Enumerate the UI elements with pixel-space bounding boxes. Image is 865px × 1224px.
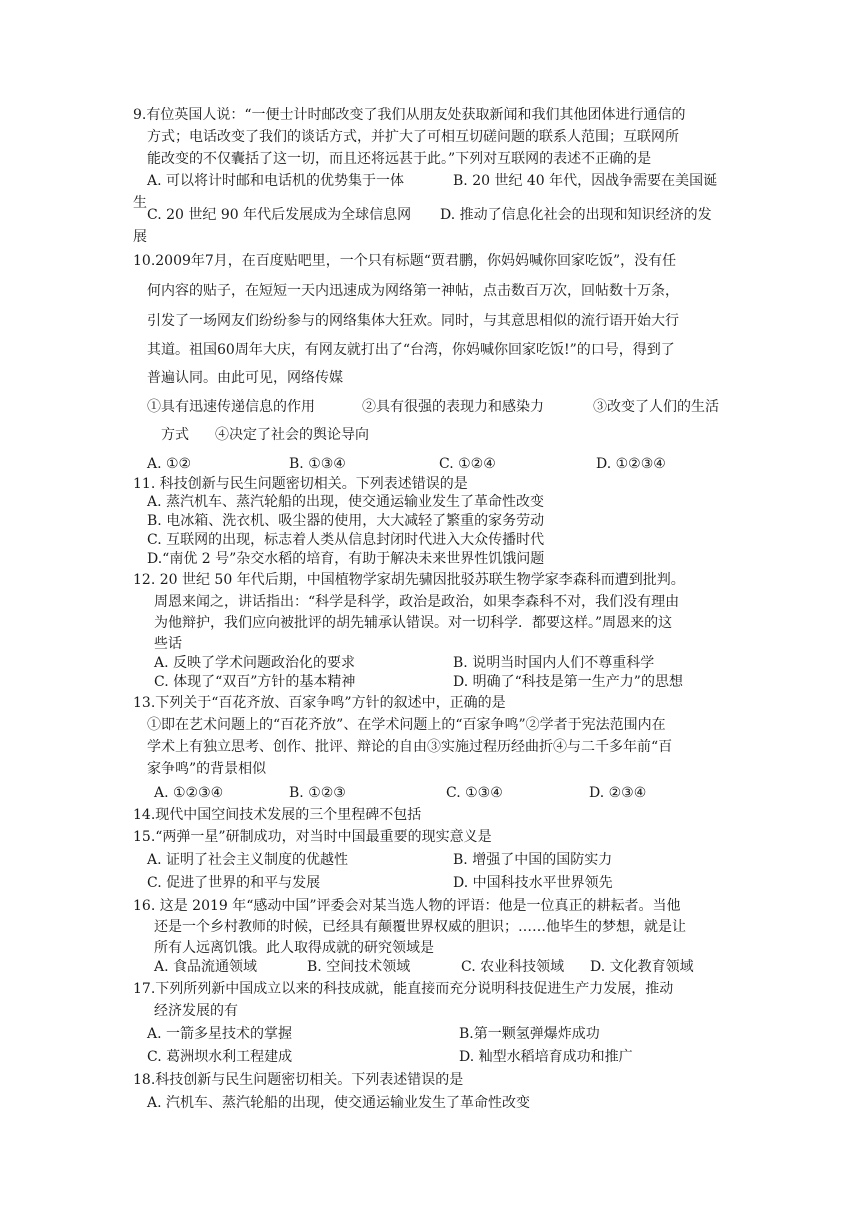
q12-option-c: C. 体现了“双百”方针的基本精神 [154, 674, 356, 690]
q17-option-b: B.第一颗氢弹爆炸成功 [459, 1026, 600, 1042]
q12-stem-line-4: 些话 [154, 636, 182, 652]
q10-stem-line-3: 引发了一场网友们纷纷参与的网络集体大狂欢。同时，与其意思相似的流行语开始大行 [147, 313, 679, 329]
q15-stem: 15.“两弹一星”研制成功，对当时中国最重要的现实意义是 [133, 829, 492, 845]
q12-option-b: B. 说明当时国内人们不尊重科学 [453, 655, 655, 671]
q9-option-c: C. 20 世纪 90 年代后发展成为全球信息网 [147, 207, 412, 223]
q9-stem-line-1: 9.有位英国人说：“一便士计时邮改变了我们从朋友处获取新闻和我们其他团体进行通信的 [133, 107, 686, 123]
q17-stem-line-2: 经济发展的有 [154, 1003, 238, 1019]
q11-option-b: B. 电冰箱、洗衣机、吸尘器的使用，大大减轻了繁重的家务劳动 [147, 513, 545, 529]
q10-statement-3-cont: 方式 [161, 427, 189, 443]
q10-statement-4: ④决定了社会的舆论导向 [215, 427, 369, 443]
q14-stem: 14.现代中国空间技术发展的三个里程碑不包括 [133, 807, 422, 823]
q10-option-a: A. ①② [147, 456, 192, 472]
q17-option-d: D. 籼型水稻培育成功和推广 [459, 1049, 633, 1065]
q11-option-c: C. 互联网的出现，标志着人类从信息封闭时代进入大众传播时代 [147, 532, 545, 548]
q10-stem-line-4: 其道。祖国60周年大庆，有网友就打出了“台湾，你妈喊你回家吃饭!”的口号，得到了 [147, 342, 675, 358]
q15-option-c: C. 促进了世界的和平与发展 [147, 875, 321, 891]
q16-option-a: A. 食品流通领域 [154, 959, 258, 975]
q11-stem: 11. 科技创新与民生问题密切相关。下列表述错误的是 [133, 476, 468, 492]
q9-option-b-cont: 生 [133, 195, 147, 211]
q10-statement-1: ①具有迅速传递信息的作用 [147, 399, 315, 415]
q10-stem-line-2: 何内容的贴子，在短短一天内迅速成为网络第一神帖，点击数百万次，回帖数十万条， [147, 283, 679, 299]
q10-option-c: C. ①②④ [439, 456, 496, 472]
q17-option-a: A. 一箭多星技术的掌握 [147, 1026, 293, 1042]
q10-stem-line-1: 10.2009年7月，在百度贴吧里，一个只有标题“贾君鹏，你妈妈喊你回家吃饭”，没有任 [133, 253, 677, 269]
q16-option-b: B. 空间技术领域 [307, 959, 411, 975]
q10-option-b: B. ①③④ [289, 456, 346, 472]
q10-stem-line-5: 普遍认同。由此可见，网络传媒 [147, 370, 343, 386]
q13-stem-line-1: 13.下列关于“百花齐放、百家争鸣”方针的叙述中，正确的是 [133, 695, 506, 711]
q17-stem-line-1: 17.下列所列新中国成立以来的科技成就，能直接而充分说明科技促进生产力发展，推动 [133, 981, 674, 997]
q17-option-c: C. 葛洲坝水利工程建成 [147, 1049, 293, 1065]
q11-option-a: A. 蒸汽机车、蒸汽轮船的出现，使交通运输业发生了革命性改变 [147, 494, 545, 510]
q11-option-d: D.“南优 2 号”杂交水稻的培育，有助于解决未来世界性饥饿问题 [147, 551, 545, 567]
q15-option-b: B. 增强了中国的国防实力 [453, 852, 613, 868]
q15-option-a: A. 证明了社会主义制度的优越性 [147, 852, 349, 868]
q13-option-a: A. ①②③④ [154, 785, 224, 801]
q12-stem-line-3: 为他辩护，我们应向被批评的胡先辅承认错误。对一切科学．都要这样。”周恩来的这 [154, 615, 673, 631]
q15-option-d: D. 中国科技水平世界领先 [453, 875, 613, 891]
q13-option-c: C. ①③④ [446, 785, 503, 801]
q9-option-d-cont: 展 [133, 229, 147, 245]
q12-option-a: A. 反映了学术问题政治化的要求 [154, 655, 356, 671]
q13-option-b: B. ①②③ [289, 785, 346, 801]
q13-stem-line-3: 学术上有独立思考、创作、批评、辩论的自由③实施过程历经曲折④与二千多年前“百 [147, 739, 673, 755]
q16-option-d: D. 文化教育领域 [590, 959, 694, 975]
q18-stem: 18.科技创新与民生问题密切相关。下列表述错误的是 [133, 1072, 464, 1088]
q9-stem-line-3: 能改变的不仅囊括了这一切，而且还将远甚于此。”下列对互联网的表述不正确的是 [147, 151, 652, 167]
q16-stem-line-2: 还是一个乡村教师的时候，已经具有颠覆世界权威的胆识；……他毕生的梦想，就是让 [154, 919, 686, 935]
q9-option-d: D. 推动了信息化社会的出现和知识经济的发 [440, 207, 712, 223]
q10-option-d: D. ①②③④ [596, 456, 666, 472]
q10-statement-2: ②具有很强的表现力和感染力 [362, 399, 544, 415]
q13-stem-line-2: ①即在艺术问题上的“百花齐放”、在学术问题上的“百家争鸣”②学者于宪法范围内在 [147, 717, 666, 733]
q10-statement-3: ③改变了人们的生活 [593, 399, 719, 415]
q16-stem-line-1: 16. 这是 2019 年“感动中国”评委会对某当选人物的评语：他是一位真正的耕耘者。当他 [133, 898, 681, 914]
q16-stem-line-3: 所有人远离饥饿。此人取得成就的研究领域是 [154, 940, 434, 956]
q12-stem-line-1: 12. 20 世纪 50 年代后期，中国植物学家胡先骕因批驳苏联生物学家李森科而遭到批判。 [133, 572, 685, 588]
q12-stem-line-2: 周恩来闻之，讲话指出：“科学是科学，政治是政治，如果李森科不对，我们没有理由 [154, 594, 680, 610]
q9-option-b: B. 20 世纪 40 年代，因战争需要在美国诞 [453, 173, 718, 189]
q12-option-d: D. 明确了“科技是第一生产力”的思想 [453, 674, 683, 690]
q13-stem-line-4: 家争鸣”的背景相似 [147, 761, 267, 777]
q9-stem-line-2: 方式；电话改变了我们的谈话方式，并扩大了可相互切磋问题的联系人范围；互联网所 [147, 129, 679, 145]
q16-option-c: C. 农业科技领域 [461, 959, 565, 975]
q13-option-d: D. ②③④ [589, 785, 647, 801]
q18-option-a: A. 汽机车、蒸汽轮船的出现，使交通运输业发生了革命性改变 [147, 1095, 531, 1111]
q9-option-a: A. 可以将计时邮和电话机的优势集于一体 [147, 173, 405, 189]
